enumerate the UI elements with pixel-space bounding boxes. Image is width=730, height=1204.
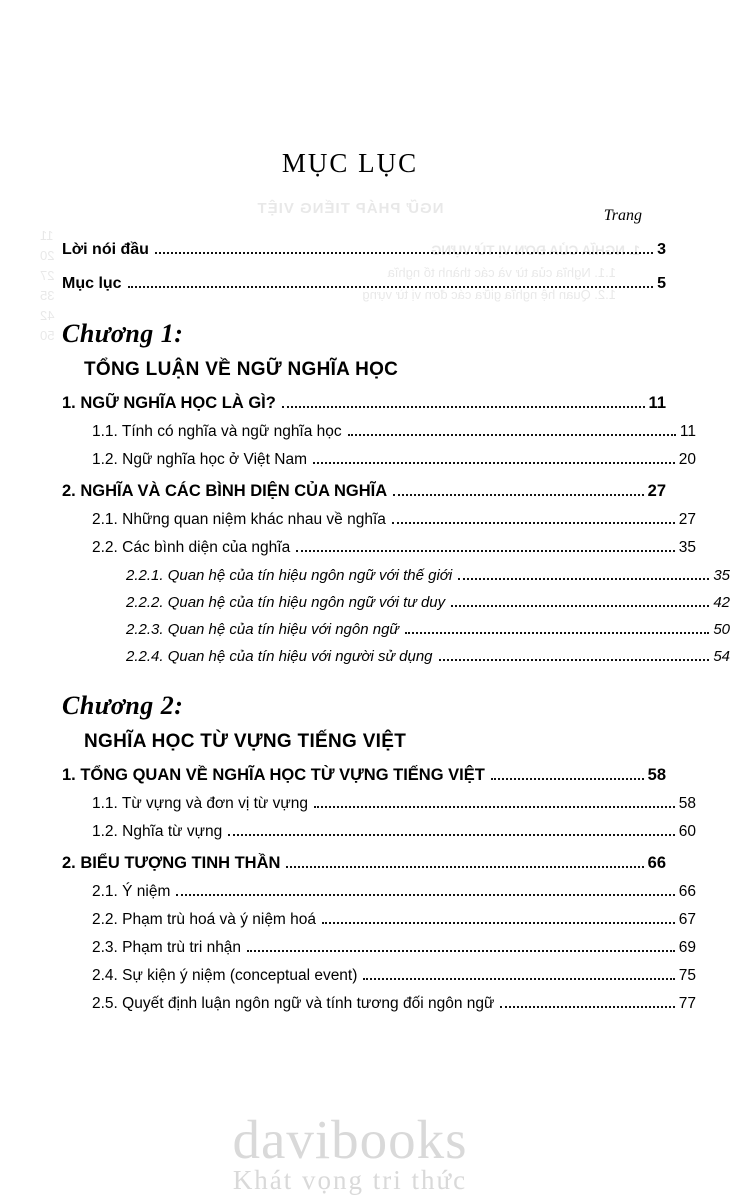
toc-entry-page: 11: [679, 423, 696, 440]
toc-entry[interactable]: [48, 766, 666, 785]
toc-entry-label: 2. BIỂU TƯỢNG TINH THẦN: [62, 854, 281, 872]
toc-entry-page: 66: [678, 883, 696, 900]
leader-dots: [500, 1005, 674, 1008]
toc-entry[interactable]: [48, 621, 730, 638]
leader-dots: [393, 493, 644, 496]
toc-entry[interactable]: [48, 539, 696, 557]
toc-entry[interactable]: [48, 995, 696, 1013]
watermark-sub: Khát vọng tri thức: [232, 1165, 468, 1195]
toc-entry[interactable]: [48, 911, 696, 929]
toc-entry-page: 27: [678, 511, 696, 528]
toc-entry[interactable]: [48, 482, 666, 501]
toc-entry-label: Lời nói đầu: [62, 241, 149, 258]
toc-entry-label: 1. TỔNG QUAN VỀ NGHĨA HỌC TỪ VỰNG TIẾNG VIỆT: [62, 766, 485, 784]
leader-dots: [491, 777, 644, 780]
leader-dots: [451, 604, 709, 607]
toc-entry-label: 2.4. Sự kiện ý niệm (conceptual event): [92, 967, 358, 984]
toc-entry-label: 2.2.3. Quan hệ của tín hiệu với ngôn ngữ: [126, 621, 399, 638]
toc-page: [0, 148, 730, 1013]
toc-entry-label: Mục lục: [62, 275, 122, 292]
toc-entry[interactable]: [48, 648, 730, 665]
leader-dots: [176, 893, 674, 896]
chapter-label-1: Chương 1:: [62, 319, 184, 348]
toc-entry-page: 58: [647, 766, 666, 784]
leader-dots: [322, 921, 675, 924]
toc-entry[interactable]: [48, 795, 696, 813]
toc-entry[interactable]: [48, 939, 696, 957]
watermark-main: davibooks: [232, 1109, 468, 1170]
toc-entry-page: 77: [678, 995, 696, 1012]
toc-entry-page: 50: [713, 621, 730, 638]
toc-entry-label: 2.2.2. Quan hệ của tín hiệu ngôn ngữ với tư duy: [126, 594, 446, 611]
toc-entry[interactable]: [48, 511, 696, 529]
chapter-1-entries: [48, 394, 730, 665]
toc-entry-page: 58: [678, 795, 696, 812]
leader-dots: [313, 461, 675, 464]
toc-entry[interactable]: [48, 823, 696, 841]
toc-entry-label: 2.1. Ý niệm: [92, 883, 171, 900]
toc-entry-label: 2.2.4. Quan hệ của tín hiệu với người sử dụng: [126, 648, 433, 665]
toc-entry[interactable]: [48, 451, 696, 469]
toc-entry-page: 11: [648, 394, 666, 412]
toc-entry-label: 1.2. Ngữ nghĩa học ở Việt Nam: [92, 451, 307, 468]
toc-entry-page: 35: [678, 539, 696, 556]
bleed-page-numbers: 11 20 27 35 42 50: [40, 228, 55, 343]
leader-dots: [286, 865, 643, 868]
leader-dots: [314, 805, 675, 808]
toc-entry-page: 60: [678, 823, 696, 840]
leader-dots: [348, 433, 676, 436]
toc-entry-page: 54: [713, 648, 730, 665]
leader-dots: [228, 833, 675, 836]
bleed-line-2: 1.2. Quan hệ nghĩa giữa các đơn vị từ vựng: [362, 287, 616, 302]
leader-dots: [247, 949, 675, 952]
toc-entry-muc-luc[interactable]: [48, 275, 666, 293]
leader-dots: [128, 285, 654, 288]
toc-entry-loi-noi-dau[interactable]: [48, 241, 666, 259]
leader-dots: [405, 631, 709, 634]
toc-entry-label: 1. NGỮ NGHĨA HỌC LÀ GÌ?: [62, 394, 276, 412]
leader-dots: [155, 251, 653, 254]
chapter-2-entries: [48, 766, 696, 1013]
leader-dots: [282, 405, 645, 408]
leader-dots: [392, 521, 675, 524]
toc-entry-page: 67: [678, 911, 696, 928]
toc-entry[interactable]: [48, 567, 730, 584]
chapter-title-1: TỔNG LUẬN VỀ NGỮ NGHĨA HỌC: [84, 359, 399, 380]
leader-dots: [458, 577, 709, 580]
toc-entry-label: 2.5. Quyết định luận ngôn ngữ và tính tương đối ngôn ngữ: [92, 995, 495, 1012]
chapter-label-2: Chương 2:: [62, 691, 184, 720]
toc-entry-label: 1.1. Từ vựng và đơn vị từ vựng: [92, 795, 308, 812]
toc-entry[interactable]: [48, 394, 666, 413]
toc-entry-page: 3: [657, 241, 666, 258]
front-matter-list: [48, 241, 666, 293]
toc-entry-label: 2.1. Những quan niệm khác nhau về nghĩa: [92, 511, 386, 528]
toc-entry-page: 27: [647, 482, 666, 500]
toc-entry-label: 2.2. Các bình diện của nghĩa: [92, 539, 291, 556]
leader-dots: [363, 977, 674, 980]
watermark: [0, 1108, 700, 1196]
toc-entry-page: 35: [713, 567, 730, 584]
bleed-heading: 1. NGHĨA CỦA ĐƠN VỊ TỪ VỰNG: [430, 243, 640, 258]
leader-dots: [439, 658, 710, 661]
toc-entry-page: 75: [678, 967, 696, 984]
toc-entry-label: 1.1. Tính có nghĩa và ngữ nghĩa học: [92, 423, 342, 440]
toc-entry-page: 42: [713, 594, 730, 611]
toc-entry[interactable]: [48, 594, 730, 611]
toc-entry[interactable]: [48, 423, 696, 441]
chapter-title-2: NGHĨA HỌC TỪ VỰNG TIẾNG VIỆT: [84, 731, 407, 752]
page-title: MỤC LỤC: [281, 148, 419, 178]
page-column-header: Trang: [603, 207, 642, 224]
toc-entry-page: 69: [678, 939, 696, 956]
toc-entry[interactable]: [48, 854, 666, 873]
toc-entry-label: 2. NGHĨA VÀ CÁC BÌNH DIỆN CỦA NGHĨA: [62, 482, 388, 500]
toc-entry-label: 1.2. Nghĩa từ vựng: [92, 823, 223, 840]
toc-entry-page: 5: [657, 275, 666, 292]
toc-entry[interactable]: [48, 883, 696, 901]
toc-entry[interactable]: [48, 967, 696, 985]
leader-dots: [296, 549, 675, 552]
toc-entry-label: 2.3. Phạm trù tri nhận: [92, 939, 242, 956]
bleed-title: NGỮ PHÁP TIẾNG VIỆT: [256, 200, 444, 217]
bleed-line-1: 1.1. Nghĩa của từ và các thành tố nghĩa: [387, 265, 616, 280]
toc-entry-page: 66: [647, 854, 666, 872]
toc-entry-label: 2.2. Phạm trù hoá và ý niệm hoá: [92, 911, 317, 928]
toc-entry-label: 2.2.1. Quan hệ của tín hiệu ngôn ngữ với thế giới: [126, 567, 453, 584]
toc-entry-page: 20: [678, 451, 696, 468]
